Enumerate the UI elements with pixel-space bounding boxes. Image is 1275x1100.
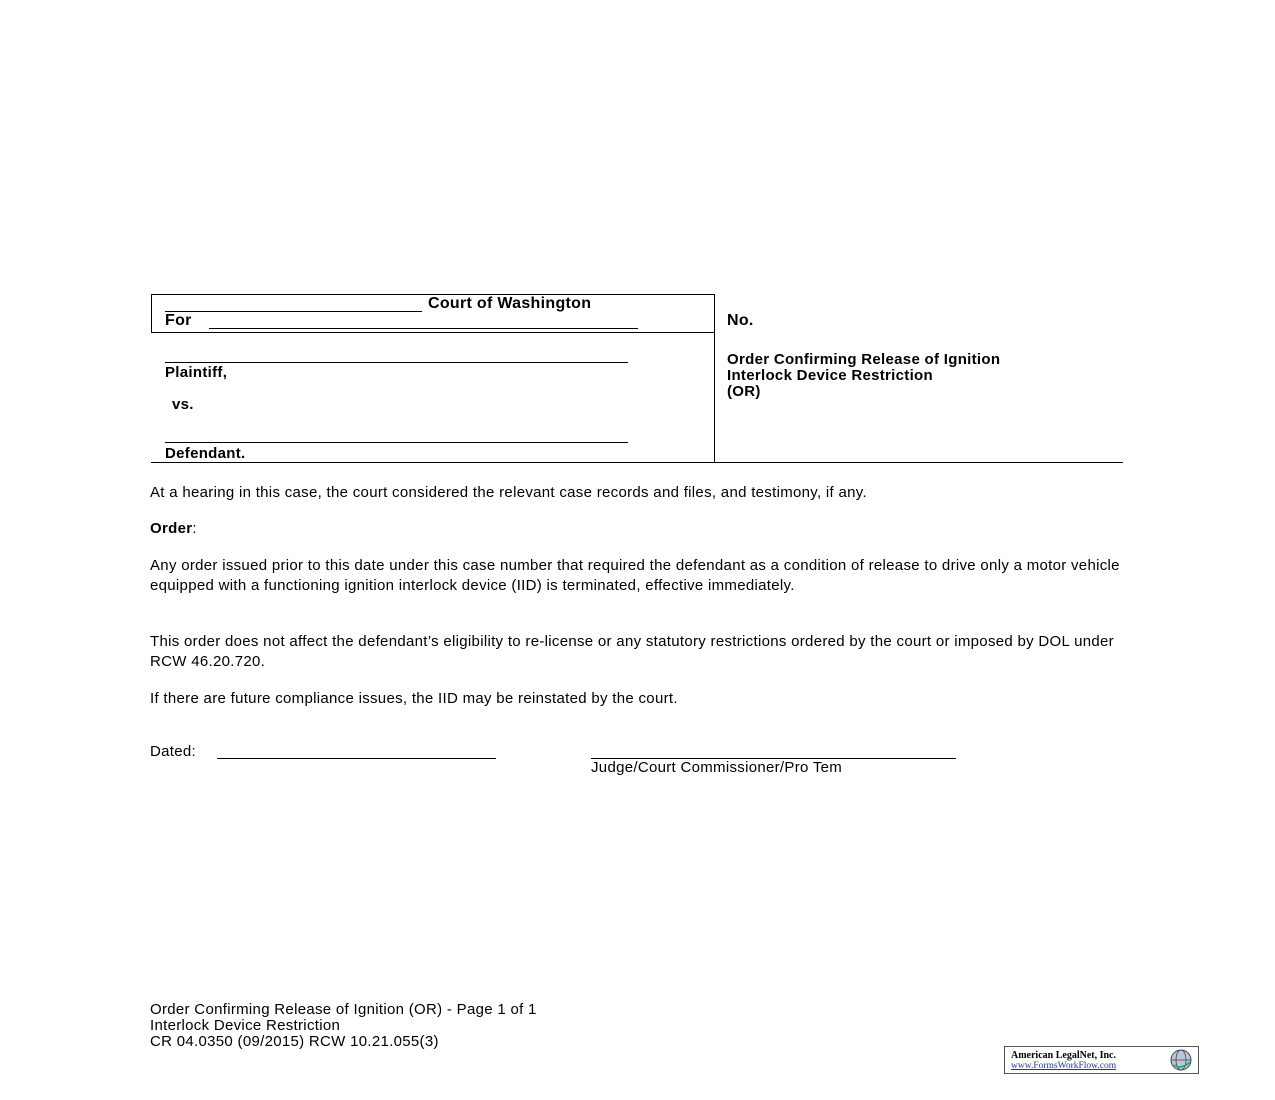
for-label: For — [165, 312, 192, 329]
order-paragraph-3: If there are future compliance issues, the IID may be reinstated by the court. — [150, 690, 678, 707]
defendant-blank — [165, 442, 628, 443]
judge-label: Judge/Court Commissioner/Pro Tem — [591, 759, 843, 776]
caption-divider — [714, 294, 715, 463]
globe-icon — [1168, 1048, 1194, 1072]
logo-url-link[interactable]: www.FormsWorkFlow.com — [1011, 1061, 1117, 1071]
case-number-label: No. — [727, 312, 754, 329]
court-of-washington: Court of Washington — [428, 295, 592, 312]
order-heading — [150, 519, 1125, 539]
footer-line-2: Interlock Device Restriction — [150, 1017, 341, 1034]
order-title-line2: Interlock Device Restriction — [727, 367, 933, 384]
court-name-blank — [165, 311, 422, 312]
caption-box-left — [151, 294, 152, 333]
dated-blank — [217, 758, 496, 759]
footer-line-1: Order Confirming Release of Ignition (OR) - Page 1 of 1 — [150, 1001, 537, 1018]
order-title-line1: Order Confirming Release of Ignition — [727, 351, 1001, 368]
dated-label: Dated: — [150, 743, 196, 760]
order-label: Order — [150, 520, 193, 537]
order-title-line3: (OR) — [727, 383, 761, 400]
logo-company: American LegalNet, Inc. — [1011, 1050, 1116, 1061]
footer-line-3: CR 04.0350 (09/2015) RCW 10.21.055(3) — [150, 1033, 439, 1050]
plaintiff-blank — [165, 362, 628, 363]
order-paragraph-2: This order does not affect the defendant’s eligibility to re-license or any statutory restrictions ordered by the court or imposed by DOL under RCW 46.20.720. — [150, 633, 1114, 670]
caption-bottom-rule — [151, 462, 1123, 463]
order-colon: : — [192, 520, 197, 537]
vs-label: vs. — [172, 396, 194, 413]
order-paragraph-1: Any order issued prior to this date under this case number that required the defendant as a condition of release to drive only a motor vehicle equipped with a functioning ignition interlock device (IID) is terminated, effective immediately. — [150, 557, 1120, 594]
plaintiff-label: Plaintiff, — [165, 364, 228, 381]
defendant-label: Defendant. — [165, 445, 246, 462]
for-blank — [209, 328, 638, 329]
intro-paragraph: At a hearing in this case, the court considered the relevant case records and files, and testimony, if any. — [150, 484, 867, 501]
caption-box-bottom — [151, 332, 715, 333]
legalnet-logo[interactable] — [1004, 1046, 1199, 1074]
